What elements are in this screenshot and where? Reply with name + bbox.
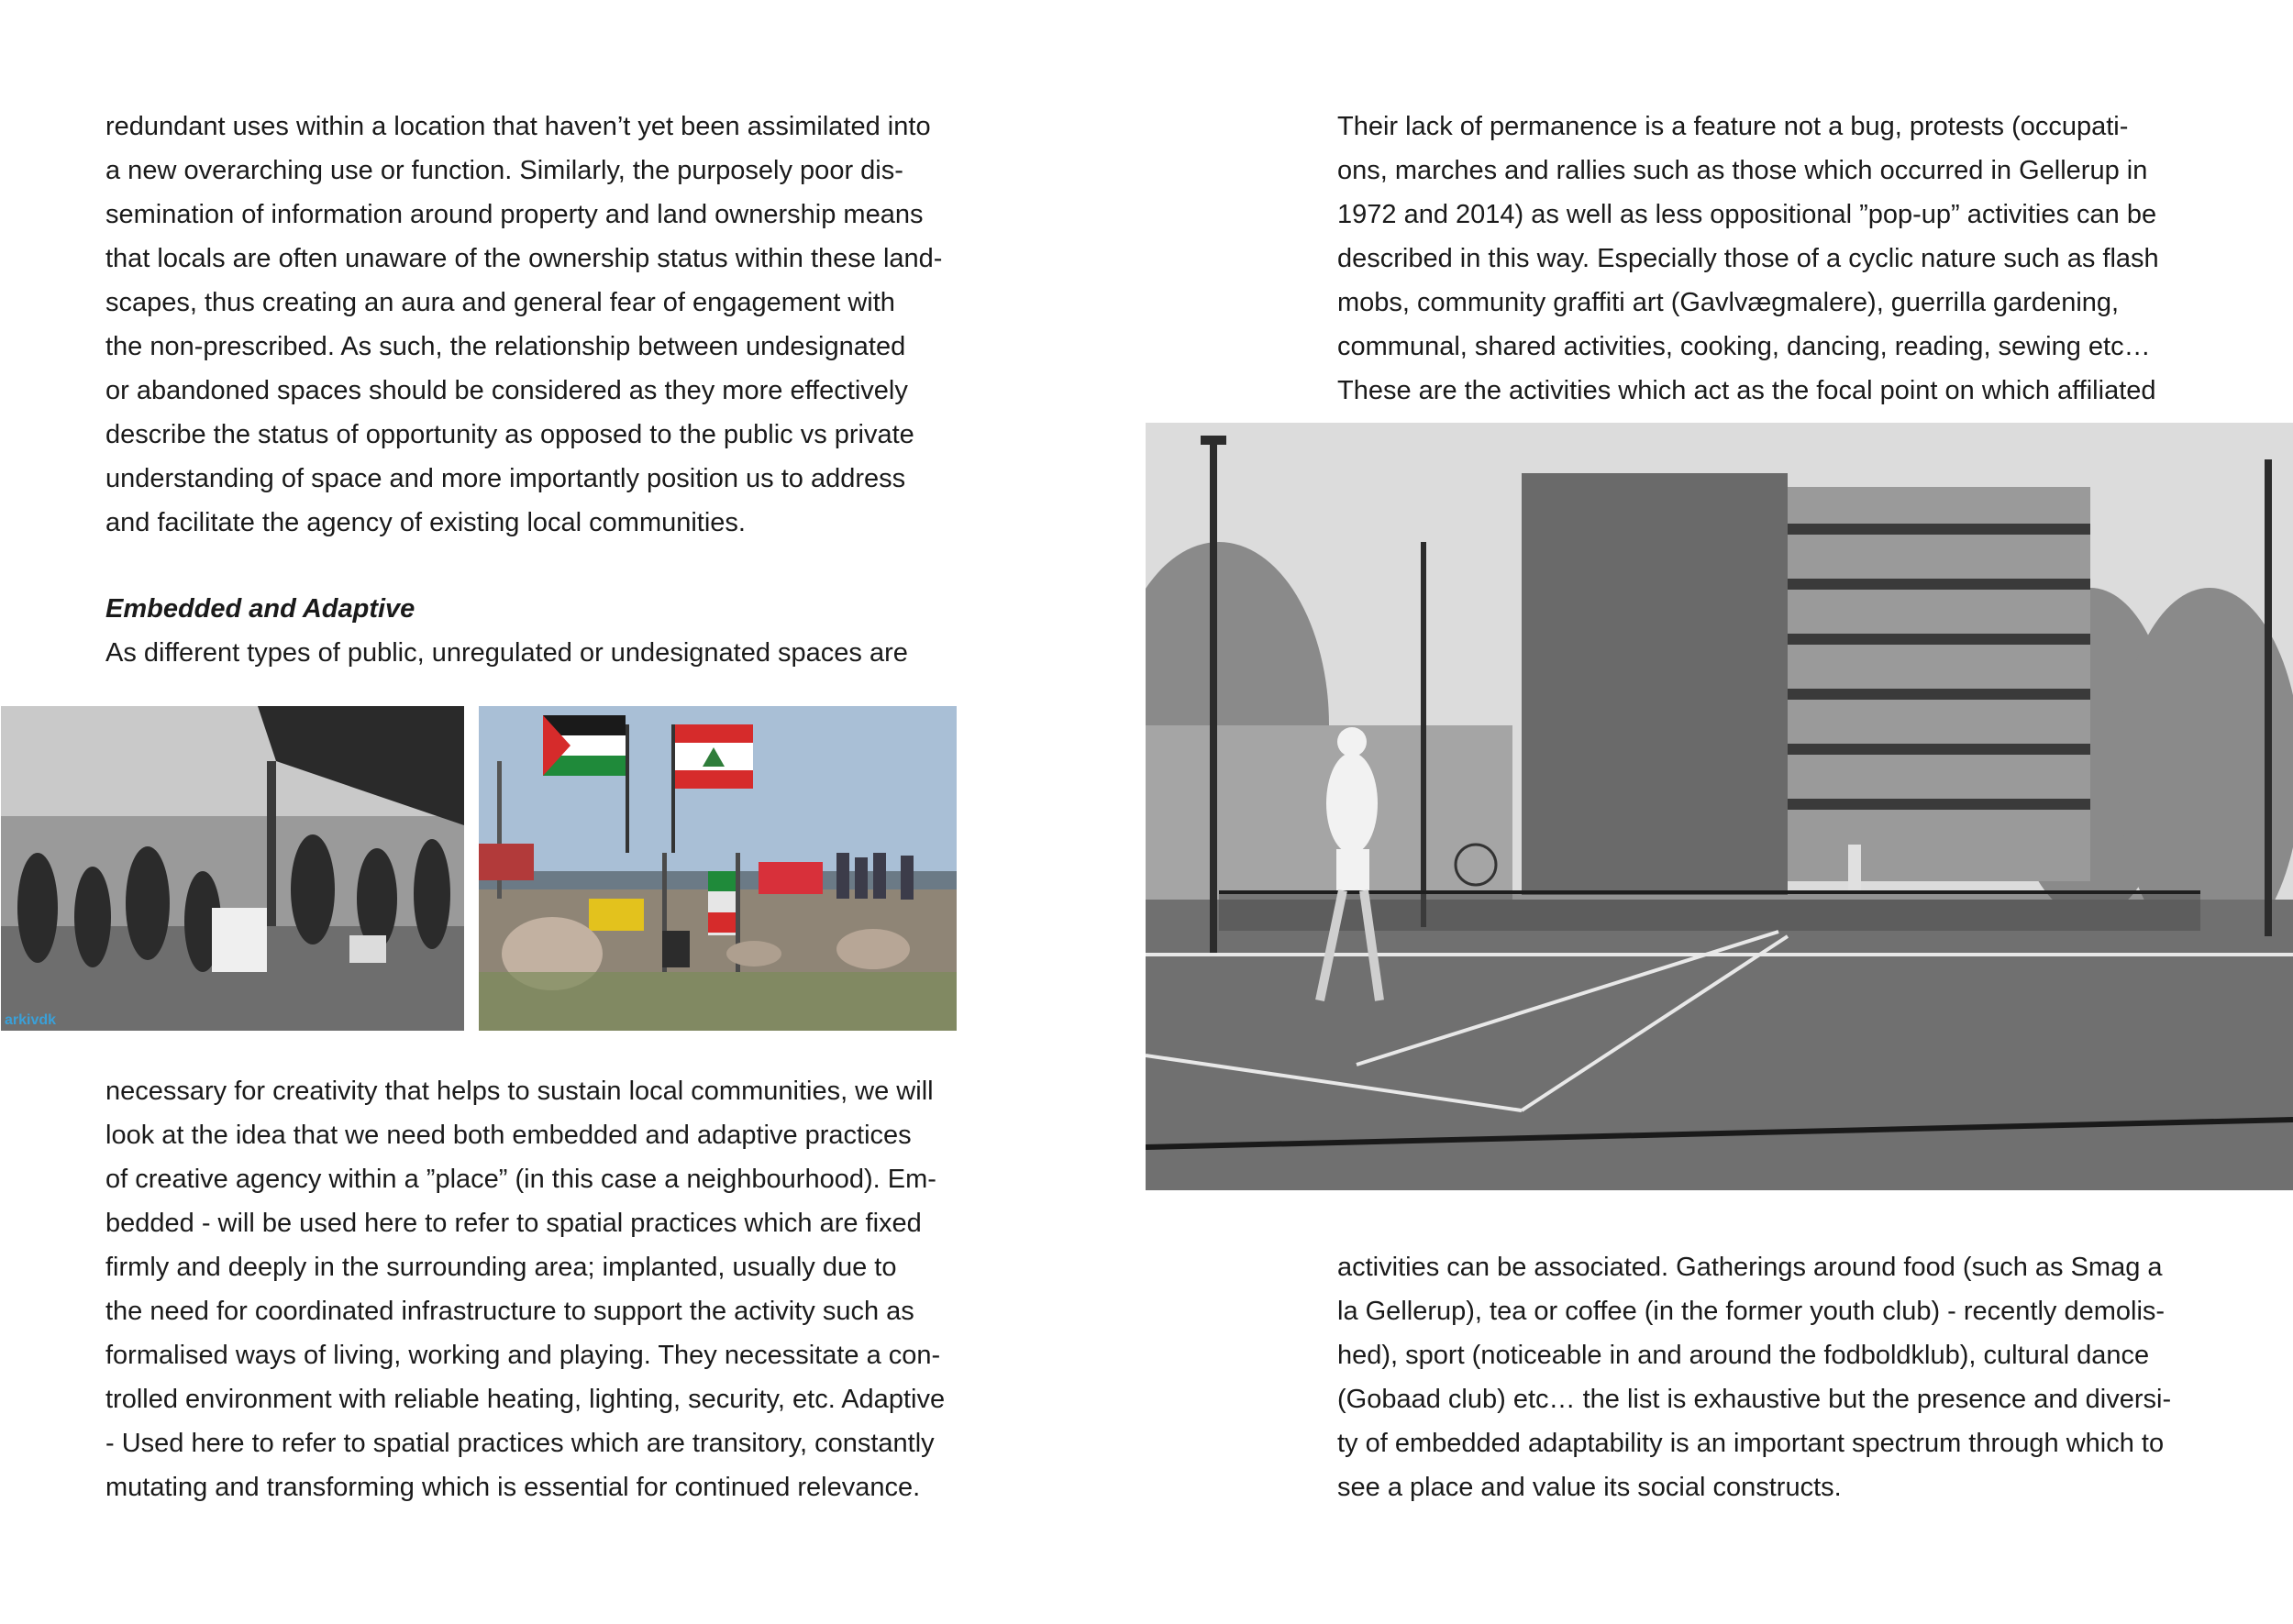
text-line: the need for coordinated infrastructure to support the activity such as [105,1297,914,1326]
tennis-court-photo [1146,423,2293,1190]
text-line: (Gobaad club) etc… the list is exhaustive but the presence and diversi- [1337,1385,2172,1414]
text-line: the non-prescribed. As such, the relationship between undesignated [105,332,906,361]
text-line: Their lack of permanence is a feature not a bug, protests (occupati- [1337,112,2129,141]
concert-photo [1,706,464,1031]
text-line: As different types of public, unregulated or undesignated spaces are [105,638,908,668]
text-line: These are the activities which act as the focal point on which affiliated [1337,376,2156,405]
text-line: describe the status of opportunity as opposed to the public vs private [105,420,914,449]
text-line: hed), sport (noticeable in and around the fodboldklub), cultural dance [1337,1341,2150,1370]
text-line: of creative agency within a ”place” (in this case a neighbourhood). Em- [105,1165,936,1194]
protest-photo [479,706,957,1031]
text-line: or abandoned spaces should be considered as they more effectively [105,376,908,405]
text-line: ty of embedded adaptability is an important spectrum through which to [1337,1429,2165,1458]
text-line: firmly and deeply in the surrounding area; implanted, usually due to [105,1253,897,1282]
text-line: mutating and transforming which is essential for continued relevance. [105,1473,921,1502]
text-line: see a place and value its social constructs. [1337,1473,1842,1502]
text-line: la Gellerup), tea or coffee (in the former youth club) - recently demolis- [1337,1297,2166,1326]
text-line: - Used here to refer to spatial practices which are transitory, constantly [105,1429,935,1458]
text-line: mobs, community graffiti art (Gavlvægmalere), guerrilla gardening, [1337,288,2120,317]
text-line: look at the idea that we need both embedded and adaptive practices [105,1121,912,1150]
text-line: semination of information around property and land ownership means [105,200,924,229]
text-line: bedded - will be used here to refer to spatial practices which are fixed [105,1209,922,1238]
section-heading-block [105,587,908,675]
text-line: formalised ways of living, working and playing. They necessitate a con- [105,1341,941,1370]
archive-watermark: arkivdk [5,1012,57,1028]
text-line: 1972 and 2014) as well as less oppositional ”pop-up” activities can be [1337,200,2157,229]
right-bottom-paragraph [1337,1245,2171,1509]
text-line: and facilitate the agency of existing local communities. [105,508,746,537]
text-line: a new overarching use or function. Similarly, the purposely poor dis- [105,156,903,185]
text-line: scapes, thus creating an aura and general fear of engagement with [105,288,895,317]
left-bottom-paragraph [105,1069,945,1509]
left-top-paragraph [105,105,942,545]
text-line: described in this way. Especially those of a cyclic nature such as flash [1337,244,2159,273]
text-line: trolled environment with reliable heating, lighting, security, etc. Adaptive [105,1385,946,1414]
text-line: ons, marches and rallies such as those which occurred in Gellerup in [1337,156,2148,185]
text-line: redundant uses within a location that haven’t yet been assimilated into [105,112,931,141]
text-line: that locals are often unaware of the ownership status within these land- [105,244,943,273]
text-line: communal, shared activities, cooking, dancing, reading, sewing etc… [1337,332,2151,361]
text-line: understanding of space and more importantly position us to address [105,464,906,493]
section-subheading: Embedded and Adaptive [105,594,415,624]
text-line: activities can be associated. Gatherings around food (such as Smag a [1337,1253,2163,1282]
right-top-paragraph [1337,105,2159,413]
text-line: necessary for creativity that helps to sustain local communities, we will [105,1077,934,1106]
